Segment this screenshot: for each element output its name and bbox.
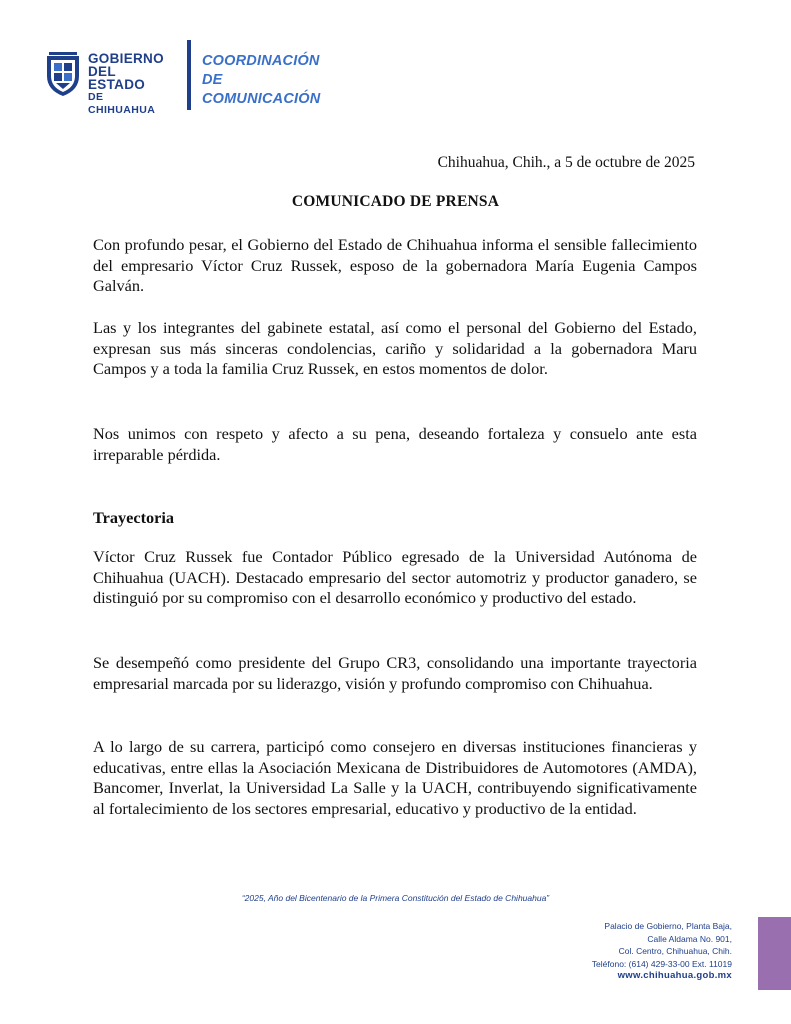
state-shield-icon	[43, 50, 83, 98]
section-heading: Trayectoria	[93, 508, 175, 527]
department-name	[202, 52, 320, 109]
header-divider	[187, 40, 191, 110]
address-line-2: Calle Aldama No. 901,	[647, 933, 732, 944]
footer-motto: “2025, Año del Bicentenario de la Primera Constitución del Estado de Chihuahua”	[241, 893, 550, 903]
coord-line-1: COORDINACIÓN	[202, 53, 320, 69]
footer-address	[592, 920, 732, 983]
gov-line-3: DE CHIHUAHUA	[88, 91, 156, 116]
section-paragraph-1: Víctor Cruz Russek fue Contador Público egresado de la Universidad Autónoma de Chihuahua (UACH). Destacado empresario del sector automotriz y productor ganadero, se distinguió por su compromiso con el desarrollo económico y productivo del estado.	[93, 547, 697, 608]
gov-line-1: GOBIERNO	[88, 51, 164, 66]
government-name	[88, 52, 164, 117]
press-date: Chihuahua, Chih., a 5 de octubre de 2025	[437, 154, 695, 171]
website-link[interactable]: www.chihuahua.gob.mx	[617, 970, 732, 981]
section-paragraph-3: A lo largo de su carrera, participó como consejero en diversas instituciones financieras y educativas, entre ellas la Asociación Mexicana de Distribuidores de Automotores (AMDA), Bancomer, Inverlat, la Universidad La Salle y la UACH, contribuyendo significativamente al fortalecimiento de los sectores empresarial, educativo y productivo de la entidad.	[93, 737, 697, 818]
gov-line-2: DEL ESTADO	[88, 64, 146, 92]
paragraph-2: Las y los integrantes del gabinete estatal, así como el personal del Gobierno del Estado, expresan sus más sinceras condolencias, cariño y solidaridad a la gobernadora Maru Campos y a toda la familia Cruz Russek, en estos momentos de dolor.	[93, 318, 697, 379]
address-line-1: Palacio de Gobierno, Planta Baja,	[604, 921, 732, 931]
paragraph-1: Con profundo pesar, el Gobierno del Estado de Chihuahua informa el sensible fallecimiento del empresario Víctor Cruz Russek, esposo de la gobernadora María Eugenia Campos Galván.	[93, 235, 697, 296]
coord-line-2: DE COMUNICACIÓN	[202, 72, 321, 107]
footer-accent-bar	[758, 917, 791, 990]
phone-number: Teléfono: (614) 429-33-00 Ext. 11019	[591, 958, 732, 969]
address-line-3: Col. Centro, Chihuahua, Chih.	[618, 946, 732, 956]
page-title: COMUNICADO DE PRENSA	[291, 193, 500, 210]
section-paragraph-2: Se desempeñó como presidente del Grupo CR3, consolidando una importante trayectoria empresarial marcada por su liderazgo, visión y profundo compromiso con Chihuahua.	[93, 653, 697, 693]
paragraph-3: Nos unimos con respeto y afecto a su pena, deseando fortaleza y consuelo ante esta irreparable pérdida.	[93, 424, 697, 464]
